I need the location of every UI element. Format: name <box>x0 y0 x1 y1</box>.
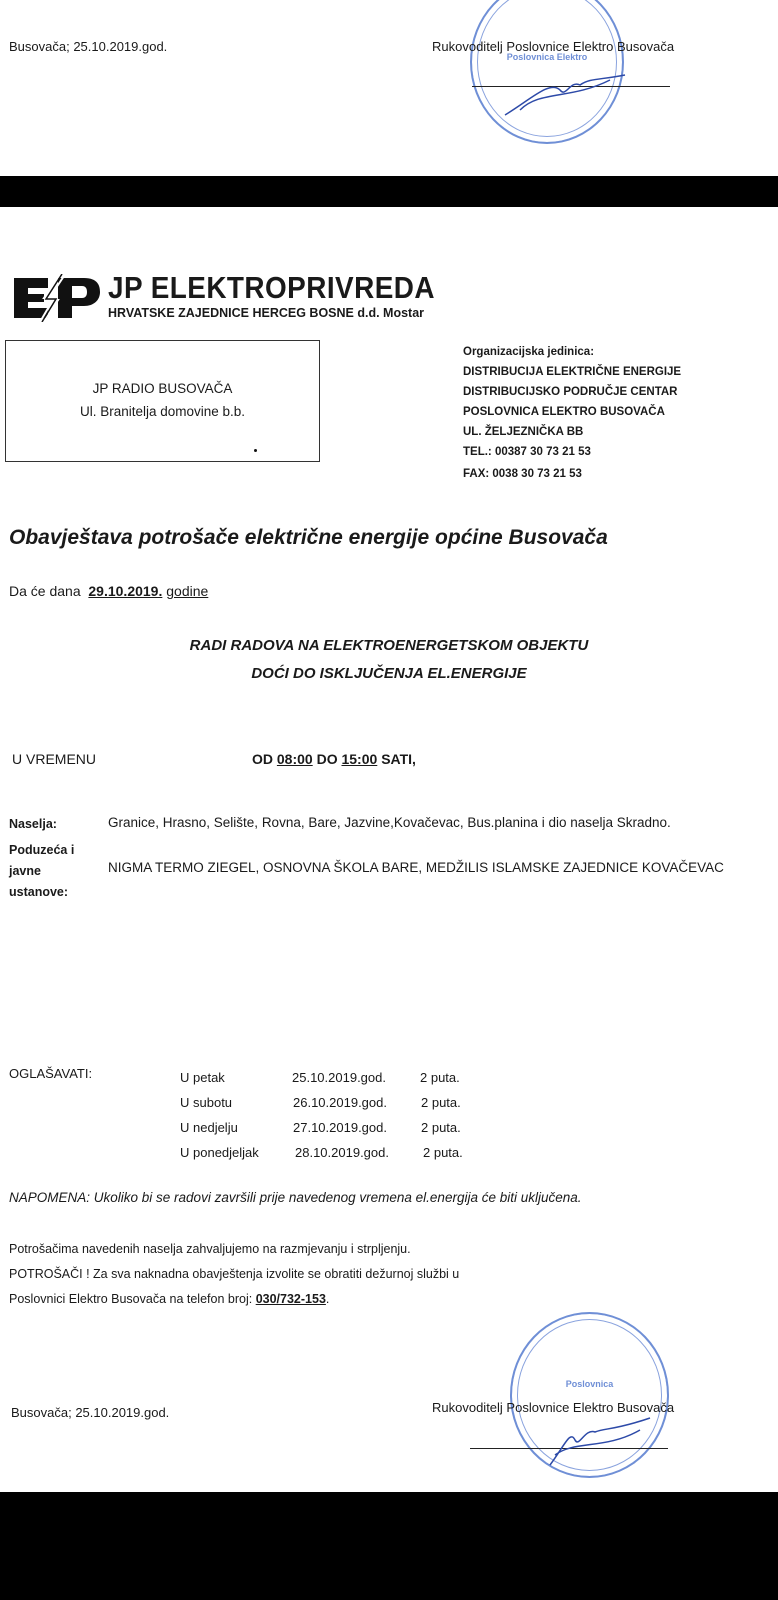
broadcast-date: 28.10.2019.god. <box>295 1145 389 1160</box>
organization-line: UL. ŽELJEZNIČKA BB <box>463 426 584 438</box>
broadcast-row <box>180 1140 463 1165</box>
companies-label-line: javne <box>9 864 41 878</box>
time-range <box>252 751 416 767</box>
companies-list: NIGMA TERMO ZIEGEL, OSNOVNA ŠKOLA BARE, MEDŽILIS ISLAMSKE ZAJEDNICE KOVAČEVAC <box>108 860 724 875</box>
place-date-footer: Busovača; 25.10.2019.god. <box>11 1405 170 1420</box>
time-to: 15:00 <box>341 751 378 767</box>
duty-phone-number: 030/732-153 <box>255 1292 326 1306</box>
closing-line <box>9 1287 459 1312</box>
broadcast-row <box>180 1090 463 1115</box>
organization-line: POSLOVNICA ELEKTRO BUSOVAČA <box>463 406 665 418</box>
signatory-footer: Rukovoditelj Poslovnice Elektro Busovača <box>432 1400 675 1415</box>
companies-label-line: ustanove: <box>9 885 69 899</box>
outage-date: 29.10.2019. <box>88 583 163 599</box>
date-prefix: Da će dana <box>9 583 81 599</box>
signature-top <box>500 60 630 120</box>
stamp-text: Poslovnica Elektro <box>506 52 588 62</box>
broadcast-times: 2 puta. <box>423 1145 463 1160</box>
company-name: JP ELEKTROPRIVREDA <box>108 270 435 305</box>
box-dot <box>254 449 257 452</box>
broadcast-day: U ponedjeljak <box>180 1145 259 1160</box>
time-from: 08:00 <box>276 751 313 767</box>
closing-line: Potrošačima navedenih naselja zahvaljujemo na razmjevanju i strpljenju. <box>9 1242 411 1256</box>
time-suffix: SATI, <box>381 751 416 767</box>
broadcast-times: 2 puta. <box>420 1070 460 1085</box>
broadcast-day: U petak <box>180 1070 225 1085</box>
broadcast-schedule <box>180 1065 463 1165</box>
organization-phone: TEL.: 00387 30 73 21 53 <box>463 446 591 458</box>
settlements-label: Naselja: <box>9 817 57 831</box>
place-date-top: Busovača; 25.10.2019.god. <box>9 39 168 54</box>
page-separator-band-bottom <box>0 1492 778 1600</box>
closing-line: POTROŠAČI ! Za sva naknadna obavještenja izvolite se obratiti dežurnoj službi u <box>9 1267 460 1281</box>
companies-label-line: Poduzeća i <box>9 843 75 857</box>
recipient-address: Ul. Branitelja domovine b.b. <box>79 404 246 419</box>
note: NAPOMENA: Ukoliko bi se radovi završili prije navedenog vremena el.energija će biti uključena. <box>9 1190 582 1205</box>
reason-line-1: RADI RADOVA NA ELEKTROENERGETSKOM OBJEKTU <box>189 637 589 654</box>
company-logo <box>14 274 100 322</box>
signatory-top: Rukovoditelj Poslovnice Elektro Busovača <box>432 39 675 54</box>
broadcast-date: 25.10.2019.god. <box>292 1070 386 1085</box>
broadcast-day: U subotu <box>180 1095 233 1110</box>
broadcast-day: U nedjelju <box>180 1120 238 1135</box>
recipient-box <box>5 340 320 462</box>
signature-footer <box>545 1410 655 1470</box>
closing-line-prefix: Poslovnici Elektro Busovača na telefon broj: <box>9 1292 253 1306</box>
broadcast-label: OGLAŠAVATI: <box>9 1066 93 1081</box>
time-label: U VREMENU <box>12 751 97 767</box>
companies-label <box>9 840 74 903</box>
broadcast-times: 2 puta. <box>421 1120 461 1135</box>
organization-fax: FAX: 0038 30 73 21 53 <box>463 468 582 480</box>
broadcast-row <box>180 1065 463 1090</box>
date-suffix: godine <box>166 583 209 599</box>
recipient-name: JP RADIO BUSOVAČA <box>92 381 233 396</box>
reason-line-2: DOĆI DO ISKLJUČENJA EL.ENERGIJE <box>251 665 527 682</box>
organization-block <box>463 342 681 484</box>
broadcast-row <box>180 1115 463 1140</box>
closing-line-suffix: . <box>325 1292 330 1306</box>
page-separator-band-top <box>0 176 778 207</box>
stamp-text: Poslovnica <box>565 1379 614 1389</box>
closing-text <box>9 1237 459 1312</box>
time-from-prefix: OD <box>252 751 273 767</box>
broadcast-times: 2 puta. <box>421 1095 461 1110</box>
broadcast-date: 26.10.2019.god. <box>293 1095 387 1110</box>
organization-label: Organizacijska jedinica: <box>463 346 595 358</box>
company-subtitle: HRVATSKE ZAJEDNICE HERCEG BOSNE d.d. Mostar <box>108 306 425 320</box>
notice-title: Obavještava potrošače električne energije općine Busovača <box>9 526 608 549</box>
notice-date-line <box>9 583 208 599</box>
organization-line: DISTRIBUCIJA ELEKTRIČNE ENERGIJE <box>463 366 682 378</box>
settlements-list: Granice, Hrasno, Selište, Rovna, Bare, Jazvine,Kovačevac, Bus.planina i dio naselja Skradno. <box>108 815 671 830</box>
organization-line: DISTRIBUCIJSKO PODRUČJE CENTAR <box>463 386 678 398</box>
ep-logo-icon <box>14 274 100 322</box>
time-to-prefix: DO <box>316 751 338 767</box>
broadcast-date: 27.10.2019.god. <box>293 1120 387 1135</box>
